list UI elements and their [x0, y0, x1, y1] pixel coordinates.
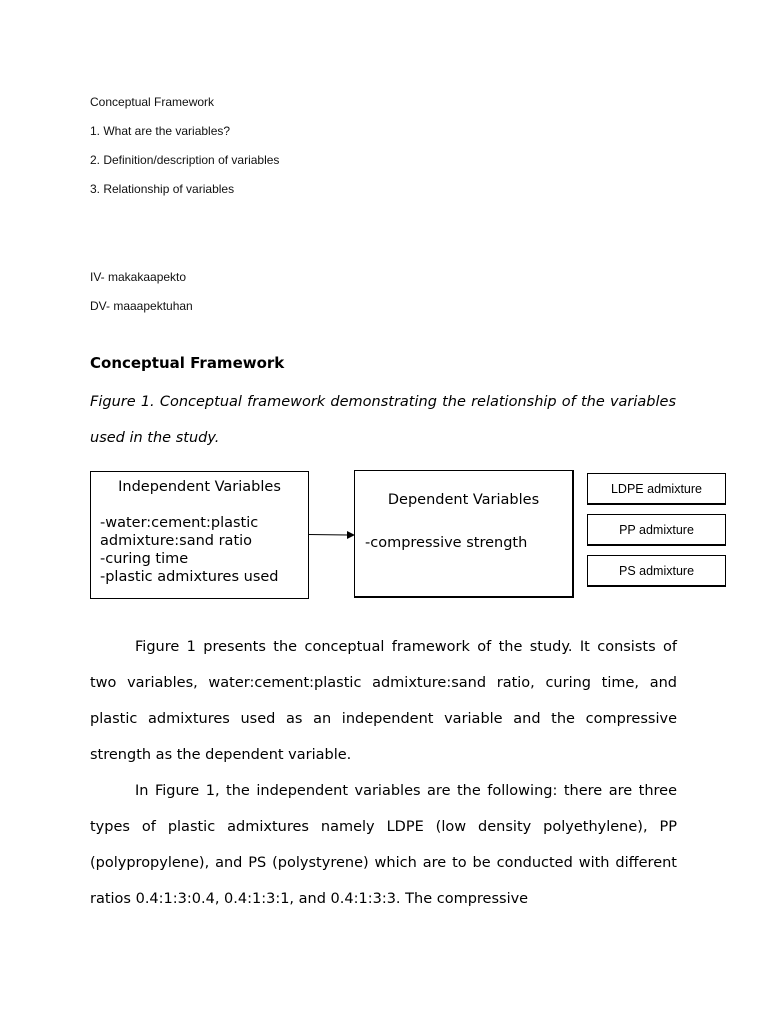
notes-iv: IV- makakaapekto	[90, 270, 187, 284]
ldpe-admixture-box: LDPE admixture	[587, 473, 726, 505]
notes-dv: DV- maaapektuhan	[90, 299, 193, 313]
notes-item-1: 1. What are the variables?	[90, 124, 231, 138]
dependent-variable-line: -compressive strength	[365, 535, 528, 551]
body-text	[90, 629, 677, 917]
dependent-variables-list	[365, 534, 572, 552]
independent-variables-list	[100, 514, 308, 586]
notes-title: Conceptual Framework	[90, 95, 215, 109]
independent-variable-line: -curing time	[100, 551, 189, 567]
independent-variable-line: admixture:sand ratio	[100, 533, 253, 549]
dependent-variables-title: Dependent Variables	[387, 492, 540, 508]
paragraph-2: In Figure 1, the independent variables are the following: there are three types of plastic admixtures namely LDPE (low density polyethylene), PP (polypropylene), and PS (polystyrene) which are to be conducted with different ratios 0.4:1:3:0.4, 0.4:1:3:1, and 0.4:1:3:3. The compressive	[90, 783, 677, 907]
section-heading: Conceptual Framework	[90, 354, 285, 372]
dependent-variables-box	[354, 470, 574, 598]
ps-admixture-box: PS admixture	[587, 555, 726, 587]
paragraph-1: Figure 1 presents the conceptual framework of the study. It consists of two variables, water:cement:plastic admixture:sand ratio, curing time, and plastic admixtures used as an independent variable and the compressive strength as the dependent variable.	[90, 639, 677, 763]
pp-admixture-box: PP admixture	[587, 514, 726, 546]
independent-variables-box	[90, 471, 309, 599]
figure-caption: Figure 1. Conceptual framework demonstrating the relationship of the variables used in the study.	[90, 394, 676, 446]
notes-item-2: 2. Definition/description of variables	[90, 153, 280, 167]
independent-variable-line: -water:cement:plastic	[100, 515, 259, 531]
independent-variable-line: -plastic admixtures used	[100, 569, 279, 585]
notes-item-3: 3. Relationship of variables	[90, 182, 235, 196]
relationship-arrow	[308, 528, 358, 542]
independent-variables-title: Independent Variables	[118, 479, 281, 495]
